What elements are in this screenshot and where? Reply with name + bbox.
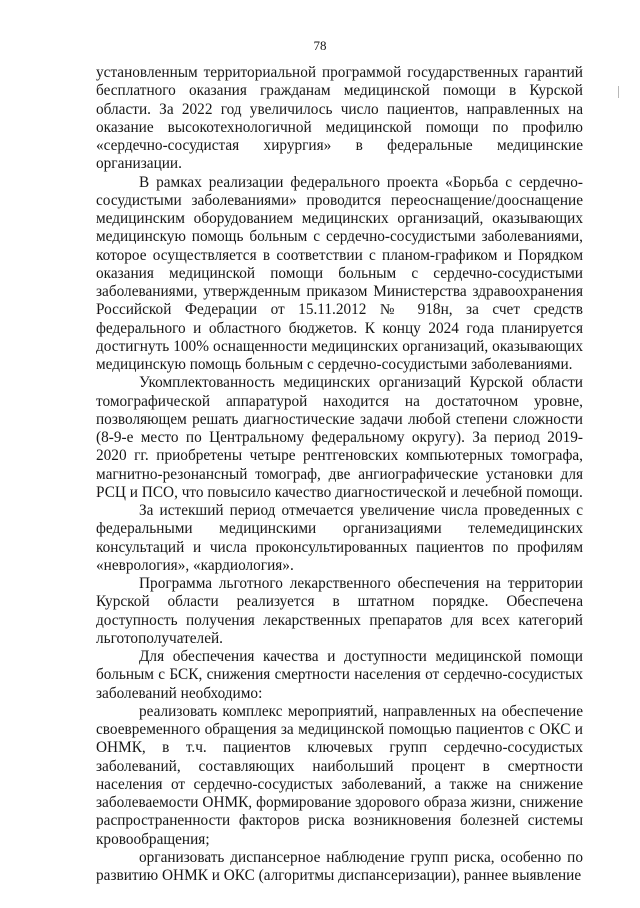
paragraph-measure-2: организовать диспансерное наблюдение групп риска, особенно по развитию ОНМК и ОКС (алгоритмы диспансеризации), раннее выявление (96, 848, 583, 884)
document-body (96, 64, 583, 885)
paragraph-measures-intro: Для обеспечения качества и доступности медицинской помощи больным с БСК, снижения смертности населения от сердечно-сосудистых заболеваний необходимо: (96, 648, 583, 702)
paragraph-measure-1: реализовать комплекс мероприятий, направленных на обеспечение своевременного обращения за медицинской помощью пациентов с ОКС и ОНМК, в т.ч. пациентов ключевых групп сердечно-сосудистых заболеваний, составляющих наибольший процент в смертности населения от сердечно-сосудистых заболеваний, а также на снижение заболеваемости ОНМК, формирование здорового образа жизни, снижение распространенности факторов риска возникновения болезней системы кровообращения; (96, 702, 583, 848)
page-number: 78 (313, 38, 327, 53)
paragraph-tomography: Укомплектованность медицинских организаций Курской области томографической аппаратурой находится на достаточном уровне, позволяющем решать диагностические задачи любой степени сложности (8-9-е место по Центральному федеральному округу). За период 2019-2020 гг. приобретены четыре рентгеновских компьютерных томографа, магнитно-резонансный томограф, две ангиографические установки для РСЦ и ПСО, что повысило качество диагностической и лечебной помощи. (96, 374, 583, 501)
paragraph-cardio-project: В рамках реализации федерального проекта «Борьба с сердечно-сосудистыми заболеваниями» проводится переоснащение/дооснащение медицинским оборудованием медицинских организаций, оказывающих медицинскую помощь больным с сердечно-сосудистыми заболеваниями, которое осуществляется в соответствии с планом-графиком и Порядком оказания медицинской помощи больным с сердечно-сосудистыми заболеваниями, утвержденным приказом Министерства здравоохранения Российской Федерации от 15.11.2012 № 918н, за счет средств федерального и областного бюджетов. К концу 2024 года планируется достигнуть 100% оснащенности медицинских организаций, оказывающих медицинскую помощь больным с сердечно-сосудистыми заболеваниями. (96, 173, 583, 373)
paragraph-drug-program: Программа льготного лекарственного обеспечения на территории Курской области реализуется в штатном порядке. Обеспечена доступность получения лекарственных препаратов для всех категорий льготополучателей. (96, 575, 583, 647)
scan-edge-mark (618, 86, 619, 98)
paragraph-continuation: установленным территориальной программой государственных гарантий бесплатного оказания гражданам медицинской помощи в Курской области. За 2022 год увеличилось число пациентов, направленных на оказание высокотехнологичной медицинской помощи по профилю «сердечно-сосудистая хирургия» в федеральные медицинские организации. (96, 64, 583, 173)
paragraph-telemedicine: За истекший период отмечается увеличение числа проведенных с федеральными медицинскими организациями телемедицинских консультаций и числа проконсультированных пациентов по профилям «неврология», «кардиология». (96, 502, 583, 574)
